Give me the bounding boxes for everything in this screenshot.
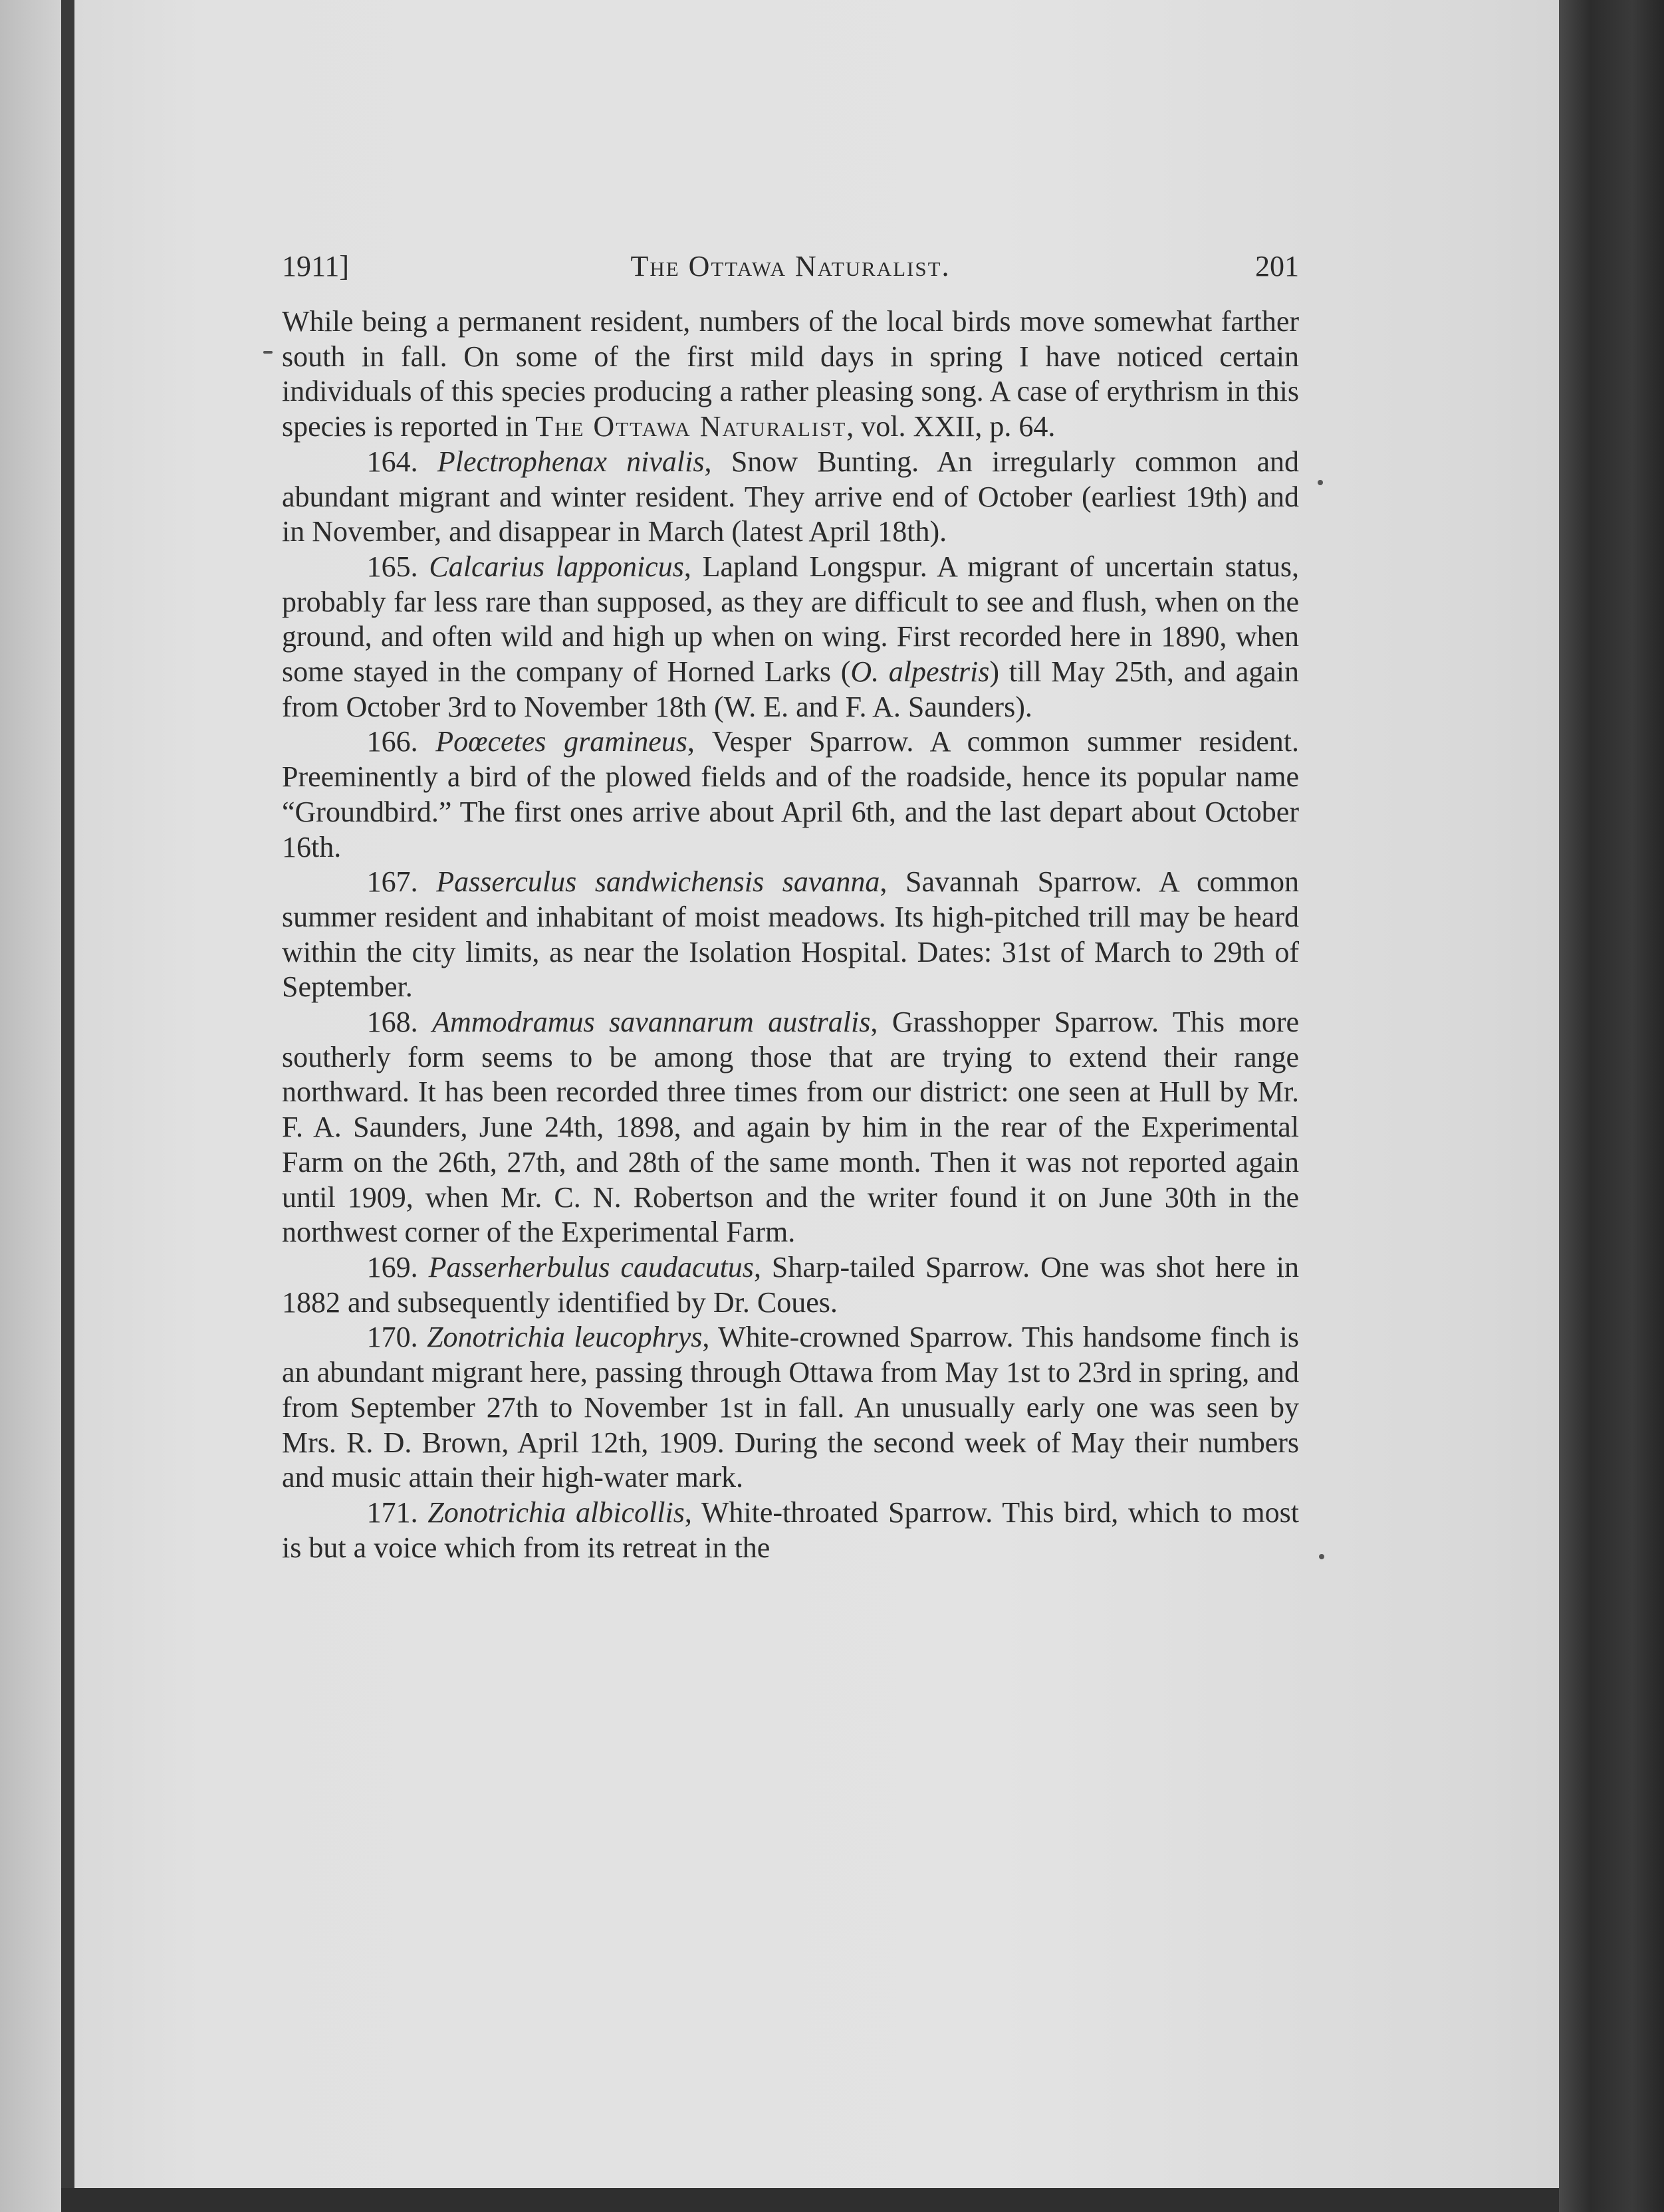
running-head — [282, 246, 1299, 287]
species-name: Zonotrichia leucophrys — [427, 1321, 703, 1354]
text-run: , Sharp-tailed Sparrow. One was shot here in 1882 and subsequently identified by Dr. Coues. — [282, 1250, 1300, 1319]
species-name: Poœcetes gramineus — [435, 725, 687, 758]
species-entry — [282, 445, 1299, 550]
species-entry — [282, 865, 1299, 1005]
text-run: , White-crowned Sparrow. This handsome finch is an abundant migrant here, passing through Ottawa from May 1st to 23rd in spring, and from September 27th to November 1st in fall. An unusually early one was seen by Mrs. R. D. Brown, April 12th, 1909. During the second week of May their numbers and music attain their high-water mark. — [282, 1321, 1299, 1494]
text-run: , Vesper Sparrow. A common summer resident. Preeminently a bird of the plowed fields and of the roadside, hence its popular name “Groundbird.” The first ones arrive about April 6th, and the last depart about October 16th. — [282, 725, 1299, 863]
species-entry — [282, 1495, 1299, 1565]
continued-paragraph — [282, 304, 1299, 445]
species-entry — [282, 1005, 1299, 1250]
header-journal-title: The Ottawa Naturalist. — [630, 250, 951, 282]
article-body — [282, 304, 1299, 1565]
speck-mark — [1318, 480, 1323, 485]
text-run: , Grasshopper Sparrow. This more southerly form seems to be among those that are trying to extend their range northward. It has been recorded three times from our district: one seen at Hull by Mr. F. A. Saunders, June 24th, 1898, and again by him in the rear of the Experimental Farm on the 26th, 27th, and 28th of the same month. Then it was not reported again until 1909, when Mr. C. N. Robertson and the writer found it on June 30th in the northwest corner of the Experimental Farm. — [282, 1006, 1300, 1249]
species-name: Passerculus sandwichensis savanna — [436, 865, 880, 899]
text-run: 167. — [366, 865, 437, 899]
species-entry — [282, 1320, 1299, 1495]
journal-name: The Ottawa Naturalist — [535, 410, 847, 443]
page-number: 201 — [1255, 250, 1299, 282]
text-run: 168. — [366, 1006, 433, 1039]
text-run: 165. — [366, 550, 429, 583]
species-name: Ammodramus savannarum australis — [432, 1006, 871, 1039]
text-run: , White-throated Sparrow. This bird, which to most is but a voice which from its retreat in the — [282, 1495, 1299, 1564]
text-run: , Savannah Sparrow. A common summer resident and inhabitant of moist meadows. Its high-pitched trill may be heard within the city limits, as near the Isolation Hospital. Dates: 31st of March to 29th of September. — [282, 865, 1300, 1004]
text-run: While being a permanent resident, numbers of the local birds move somewhat farther south in fall. On some of the first mild days in spring I have noticed certain individuals of this species producing a rather pleasing song. A case of erythrism in this species is reported in — [282, 305, 1299, 443]
speck-mark — [1319, 1554, 1324, 1559]
dark-margin-right — [1559, 0, 1664, 2212]
text-run: 170. — [366, 1321, 427, 1354]
binding-edge — [61, 0, 74, 2212]
species-name: Zonotrichia albicollis — [427, 1495, 685, 1529]
species-entry — [282, 550, 1299, 725]
species-name: O. alpestris — [850, 655, 990, 689]
text-run: ) till May 25th, and again from October 3rd to November 18th (W. E. and F. A. Saunders). — [282, 655, 1299, 723]
text-run: , Snow Bunting. An irregularly common and abundant migrant and winter resident. They arrive end of October (earliest 19th) and in November, and disappear in March (latest April 18th). — [282, 445, 1299, 548]
dark-margin-bottom — [61, 2188, 1559, 2212]
species-name: Plectrophenax nivalis — [437, 445, 705, 478]
species-entry — [282, 724, 1299, 865]
text-run: 164. — [366, 445, 437, 478]
text-run: 171. — [366, 1495, 428, 1529]
text-run: , vol. XXII, p. 64. — [846, 410, 1056, 443]
binding-gutter — [0, 0, 61, 2212]
text-run: 169. — [366, 1250, 429, 1283]
header-year: 1911] — [282, 250, 350, 282]
species-name: Passerherbulus caudacutus — [428, 1250, 754, 1283]
text-run: , Lapland Longspur. A migrant of uncertain status, probably far less rare than supposed, as they are difficult to see and flush, when on the ground, and often wild and high up when on wing. First recorded here in 1890, when some stayed in the company of Horned Larks ( — [282, 550, 1299, 689]
speck-mark — [263, 351, 273, 354]
species-name: Calcarius lapponicus — [429, 550, 684, 583]
species-entry — [282, 1250, 1299, 1320]
journal-page — [282, 246, 1299, 1565]
text-run: 166. — [366, 725, 436, 758]
